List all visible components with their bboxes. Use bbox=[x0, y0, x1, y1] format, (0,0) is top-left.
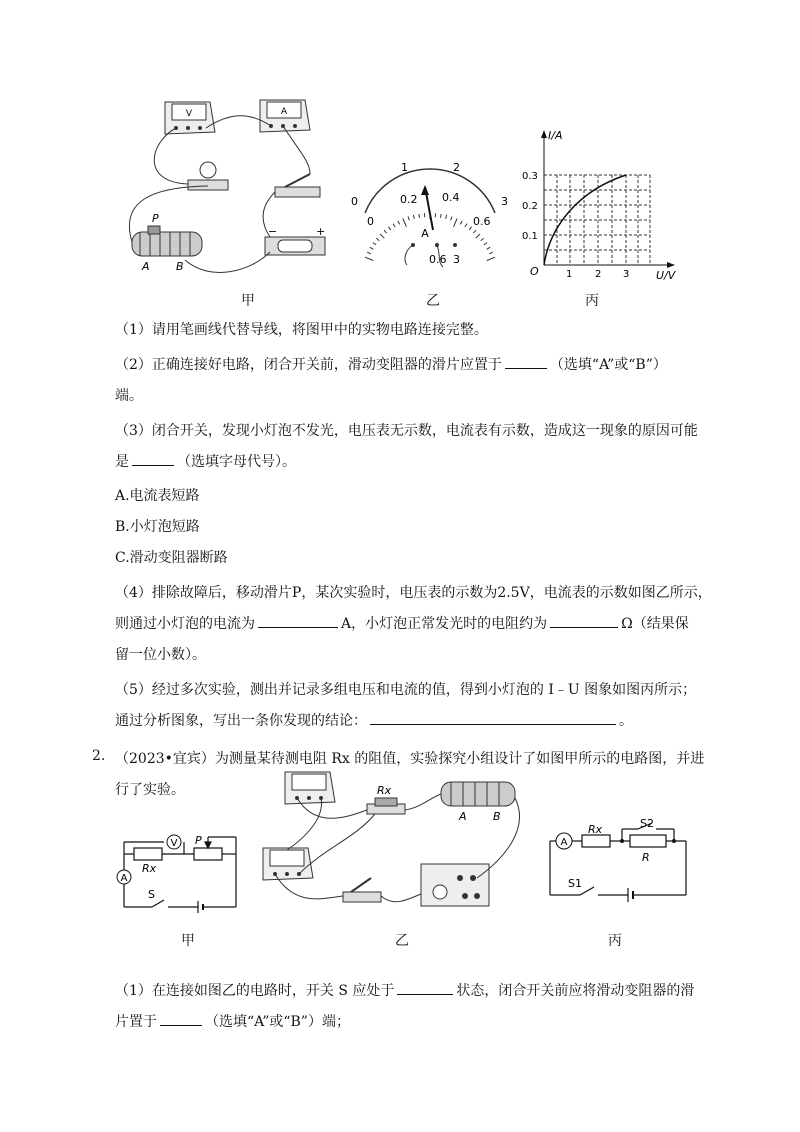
dial-tick-mark bbox=[380, 234, 384, 238]
switch-icon bbox=[275, 174, 320, 197]
bottom-yi-a: A bbox=[459, 810, 467, 823]
dial-tick-inner-2: 0.4 bbox=[442, 191, 460, 204]
dial-tick-mark bbox=[403, 219, 407, 227]
dial-tick-outer-1: 1 bbox=[401, 161, 408, 174]
dial-terminal-3: 3 bbox=[453, 253, 460, 266]
dial-tick-mark bbox=[484, 243, 487, 245]
dial-tick-mark bbox=[451, 217, 452, 221]
q1-part5: （5）经过多次实验，测出并记录多组电压和电流的值，得到小灯泡的 I﹣U 图象如图丙所示； bbox=[115, 682, 697, 698]
bottom-bing-s1: S1 bbox=[568, 877, 582, 890]
bottom-jia-rx: Rx bbox=[142, 862, 157, 875]
battery-minus: − bbox=[268, 225, 278, 238]
graph-xtick-1: 1 bbox=[566, 269, 573, 280]
dial-unit: A bbox=[421, 227, 429, 240]
ammeter-label: A bbox=[280, 107, 288, 117]
dial-tick-mark bbox=[408, 217, 409, 221]
q1-part2: （2）正确连接好电路，闭合开关前，滑动变阻器的滑片应置于 （选填“A”或“B”） bbox=[115, 354, 700, 376]
bottom-bing-ammeter: A bbox=[560, 837, 568, 848]
ammeter-icon bbox=[263, 848, 313, 880]
bottom-bing-rx: Rx bbox=[588, 823, 603, 836]
caption-bottom-yi: 乙 bbox=[395, 933, 409, 949]
q2-stem: （2023•宜宾）为测量某待测电阻 Rx 的阻值，实验探究小组设计了如图甲所示的电路图，并进 bbox=[115, 751, 705, 767]
dial-tick-mark bbox=[398, 221, 400, 225]
dial-tick-mark bbox=[393, 224, 395, 227]
voltmeter-icon bbox=[285, 772, 335, 804]
graph-ytick-2: 0.2 bbox=[522, 201, 538, 212]
caption-top-jia: 甲 bbox=[241, 293, 255, 309]
ammeter-icon bbox=[260, 100, 310, 132]
figure-top-bing bbox=[520, 125, 680, 280]
graph-xtick-3: 3 bbox=[623, 269, 630, 280]
bottom-yi-b: B bbox=[493, 810, 501, 823]
resistor-rx-icon bbox=[367, 784, 405, 814]
graph-origin: O bbox=[530, 265, 539, 278]
dial-tick-mark bbox=[446, 215, 447, 219]
dial-tick-mark bbox=[376, 238, 379, 241]
dial-terminal-06: 0.6 bbox=[429, 253, 447, 266]
dial-tick-outer-0: 0 bbox=[351, 195, 358, 208]
dial-tick-mark bbox=[419, 214, 420, 218]
bottom-bing-r: R bbox=[642, 851, 650, 864]
dial-tick-mark bbox=[454, 219, 458, 227]
bulb-icon bbox=[188, 162, 228, 190]
rheostat-b-label: B bbox=[176, 260, 184, 273]
dial-tick-inner-3: 0.6 bbox=[473, 215, 491, 228]
dial-tick-mark bbox=[476, 234, 480, 238]
dial-tick-mark bbox=[473, 230, 476, 233]
q1-part3-cont: 是 （选填字母代号）。 bbox=[115, 451, 700, 473]
dial-tick-mark bbox=[441, 214, 442, 218]
blank-q1-5[interactable] bbox=[370, 710, 616, 725]
q1-part3: （3）闭合开关，发现小灯泡不发光，电压表无示数，电流表有示数，造成这一现象的原因可能 bbox=[115, 423, 698, 439]
dial-tick-mark bbox=[370, 247, 374, 249]
q1-part4-cont: 则通过小灯泡的电流为 A，小灯泡正常发光时的电阻约为 Ω（结果保 bbox=[115, 613, 700, 635]
power-supply-icon bbox=[421, 864, 489, 906]
bottom-yi-rx: Rx bbox=[377, 784, 392, 797]
q2-number: 2. bbox=[92, 748, 106, 764]
q1-part4-end: 留一位小数）。 bbox=[115, 647, 206, 663]
blank-q2-1b[interactable] bbox=[160, 1011, 202, 1026]
q1-option-c: C.滑动变阻器断路 bbox=[115, 550, 228, 566]
graph-xtick-2: 2 bbox=[595, 269, 602, 280]
q2-stem-cont: 行了实验。 bbox=[115, 782, 185, 798]
bottom-jia-ammeter: A bbox=[120, 873, 128, 884]
dial-tick-mark bbox=[373, 243, 376, 245]
voltmeter-icon bbox=[165, 102, 215, 134]
voltmeter-label: V bbox=[185, 109, 193, 119]
dial-tick-inner-1: 0.2 bbox=[400, 193, 418, 206]
battery-icon bbox=[265, 225, 325, 255]
figure-bottom-bing bbox=[546, 817, 691, 905]
q1-part2-end: 端。 bbox=[115, 388, 143, 404]
dial-tick-mark bbox=[413, 215, 414, 219]
switch-icon bbox=[343, 878, 381, 902]
dial-tick-mark bbox=[469, 227, 471, 230]
figure-top-jia bbox=[110, 92, 340, 282]
caption-top-bing: 丙 bbox=[585, 293, 599, 309]
blank-q1-3[interactable] bbox=[132, 451, 174, 466]
figure-top-yi bbox=[345, 155, 515, 275]
dial-tick-mark bbox=[384, 230, 387, 233]
caption-top-yi: 乙 bbox=[426, 293, 440, 309]
graph-xlabel: U/V bbox=[656, 269, 676, 282]
bottom-jia-voltmeter: V bbox=[170, 838, 178, 849]
bottom-jia-p: P bbox=[195, 834, 202, 847]
q2-part1: （1）在连接如图乙的电路时，开关 S 应处于 状态，闭合开关前应将滑动变阻器的滑 bbox=[115, 980, 700, 1002]
dial-tick-mark bbox=[487, 247, 491, 249]
dial-tick-mark bbox=[367, 252, 371, 254]
q1-option-a: A.电流表短路 bbox=[115, 488, 200, 504]
blank-q1-2[interactable] bbox=[505, 354, 547, 369]
rheostat-a-label: A bbox=[142, 260, 150, 273]
dial-tick-mark bbox=[465, 224, 467, 227]
q1-option-b: B.小灯泡短路 bbox=[115, 519, 200, 535]
rheostat-icon bbox=[132, 212, 202, 273]
dial-tick-mark bbox=[460, 221, 462, 225]
dial-tick-mark bbox=[388, 227, 390, 230]
blank-q2-1a[interactable] bbox=[397, 980, 453, 995]
caption-bottom-bing: 丙 bbox=[608, 933, 622, 949]
dial-tick-mark bbox=[365, 257, 373, 260]
blank-q1-4b[interactable] bbox=[550, 613, 618, 628]
q1-part4: （4）排除故障后，移动滑片P，某次实验时，电压表的示数为2.5V，电流表的示数如图乙所示， bbox=[115, 585, 712, 601]
graph-ytick-1: 0.1 bbox=[522, 231, 538, 242]
graph-ylabel: I/A bbox=[548, 129, 563, 142]
dial-tick-outer-3: 3 bbox=[501, 195, 508, 208]
bottom-bing-s2: S2 bbox=[640, 817, 654, 830]
q2-part1-cont: 片置于 （选填“A”或“B”）端； bbox=[115, 1011, 700, 1033]
dial-tick-mark bbox=[489, 252, 493, 254]
figure-bottom-yi bbox=[255, 768, 535, 918]
dial-tick-mark bbox=[481, 238, 484, 241]
figure-bottom-jia bbox=[112, 832, 247, 917]
dial-tick-outer-2: 2 bbox=[453, 161, 460, 174]
q1-part1: （1）请用笔画线代替导线，将图甲中的实物电路连接完整。 bbox=[115, 322, 488, 338]
bottom-jia-s: S bbox=[148, 888, 155, 901]
caption-bottom-jia: 甲 bbox=[181, 933, 195, 949]
dial-tick-inner-0: 0 bbox=[367, 215, 374, 228]
blank-q1-4a[interactable] bbox=[258, 613, 338, 628]
rheostat-p-label: P bbox=[152, 212, 159, 225]
battery-plus: + bbox=[316, 225, 326, 238]
rheostat-icon bbox=[441, 782, 515, 823]
dial-tick-mark bbox=[487, 257, 495, 260]
graph-ytick-3: 0.3 bbox=[522, 171, 538, 182]
q1-part5-cont: 通过分析图象，写出一条你发现的结论： 。 bbox=[115, 710, 700, 732]
